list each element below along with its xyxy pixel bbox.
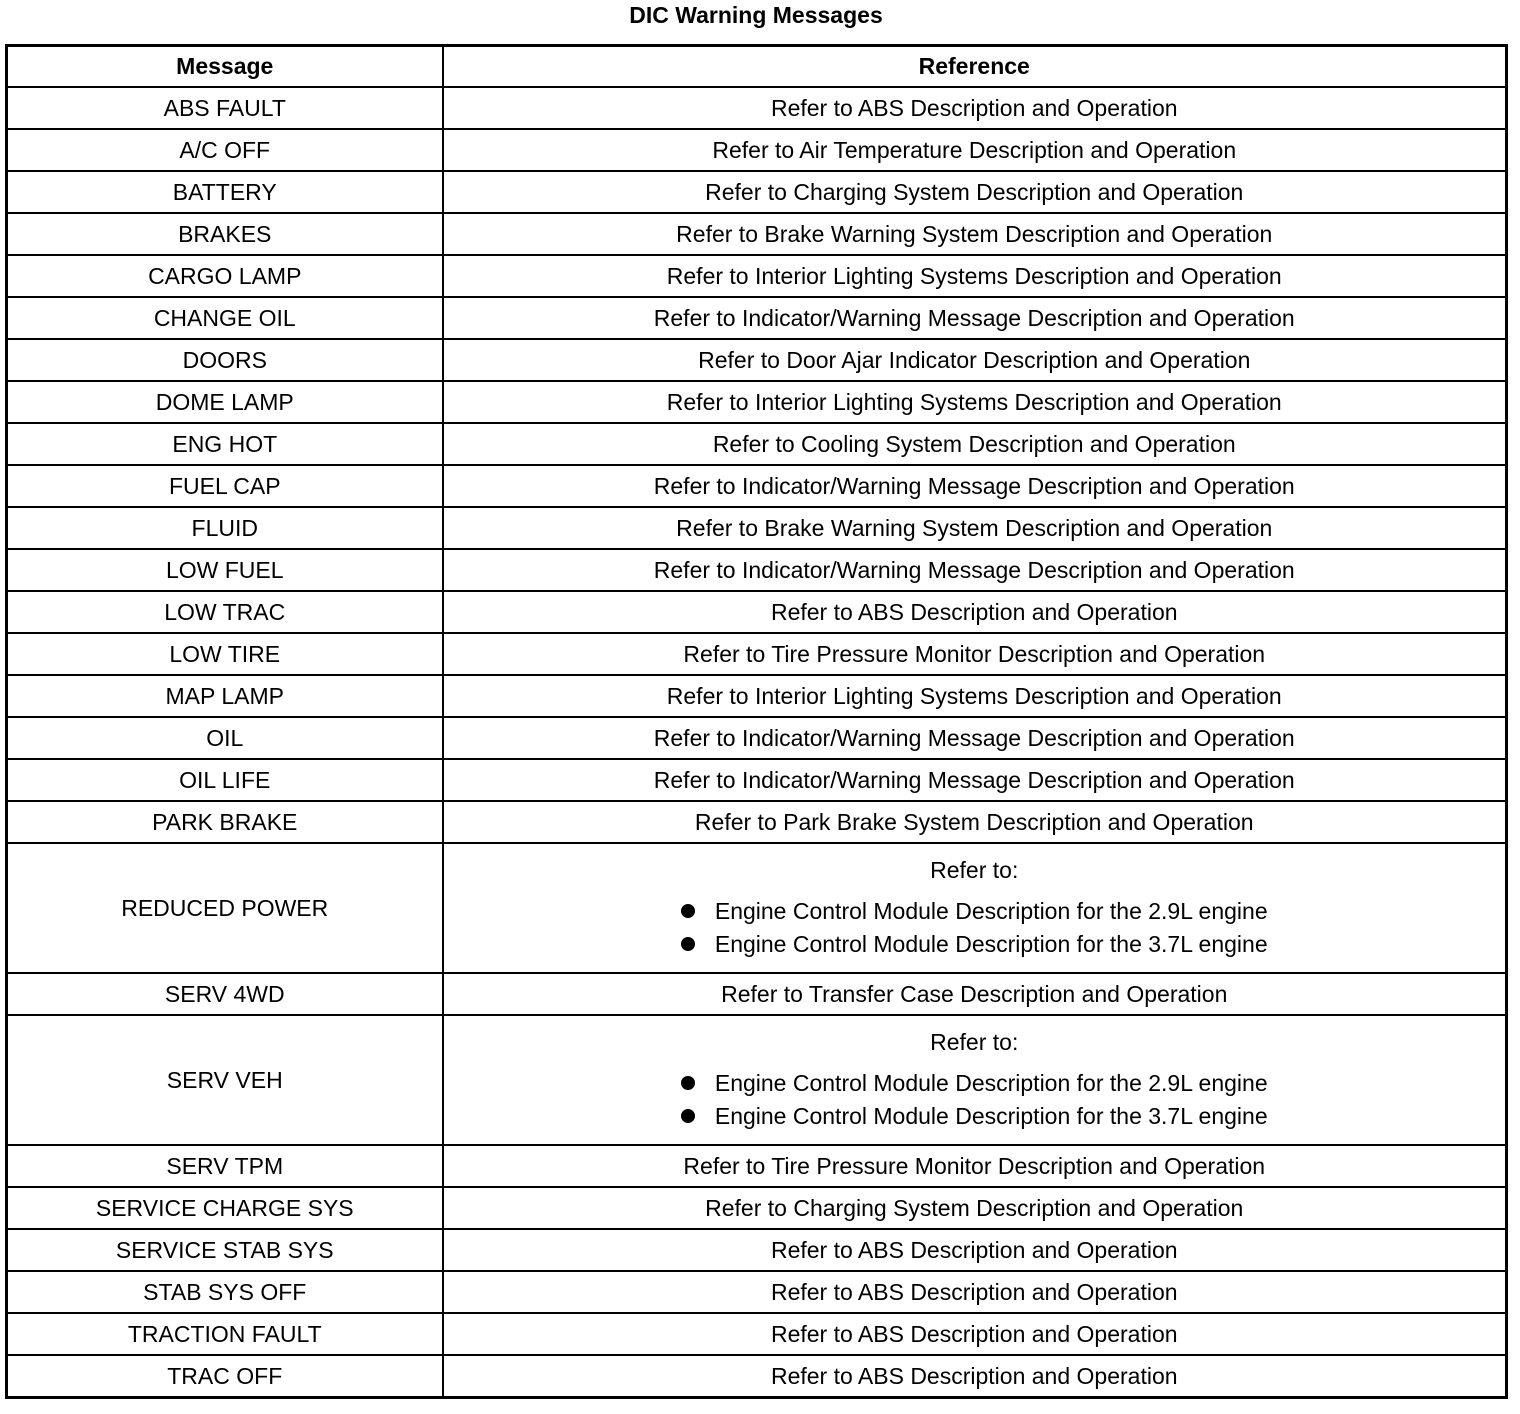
table-row <box>7 633 1507 675</box>
table-row <box>7 423 1507 465</box>
message-cell: SERVICE CHARGE SYS <box>7 1187 443 1229</box>
table-row <box>7 591 1507 633</box>
reference-bullet-text: Engine Control Module Description for the 3.7L engine <box>714 931 1268 957</box>
message-cell: DOME LAMP <box>7 381 443 423</box>
message-cell: TRAC OFF <box>7 1355 443 1398</box>
message-cell: MAP LAMP <box>7 675 443 717</box>
message-cell: LOW TIRE <box>7 633 443 675</box>
message-cell: CARGO LAMP <box>7 255 443 297</box>
message-cell: PARK BRAKE <box>7 801 443 843</box>
table-row <box>7 973 1507 1015</box>
bullet-icon <box>681 904 695 918</box>
message-cell: SERV 4WD <box>7 973 443 1015</box>
table-row <box>7 297 1507 339</box>
message-cell: LOW FUEL <box>7 549 443 591</box>
message-cell: LOW TRAC <box>7 591 443 633</box>
table-row <box>7 255 1507 297</box>
message-cell: BRAKES <box>7 213 443 255</box>
reference-cell: Refer to Tire Pressure Monitor Description and Operation <box>443 633 1507 675</box>
table-row <box>7 171 1507 213</box>
reference-intro: Refer to: <box>930 1029 1019 1055</box>
reference-cell: Refer to Interior Lighting Systems Description and Operation <box>443 255 1507 297</box>
message-cell: SERVICE STAB SYS <box>7 1229 443 1271</box>
table-row <box>7 507 1507 549</box>
reference-bullet-text: Engine Control Module Description for the 2.9L engine <box>714 898 1268 924</box>
message-cell: SERV VEH <box>7 1015 443 1145</box>
table-header-row <box>7 46 1507 88</box>
table-row <box>7 1015 1507 1145</box>
message-cell: A/C OFF <box>7 129 443 171</box>
table-body <box>7 87 1507 1398</box>
table-row <box>7 1229 1507 1271</box>
reference-cell: Refer to ABS Description and Operation <box>443 1271 1507 1313</box>
reference-cell: Refer to Park Brake System Description and Operation <box>443 801 1507 843</box>
table-row <box>7 1145 1507 1187</box>
message-cell: ABS FAULT <box>7 87 443 129</box>
message-cell: ENG HOT <box>7 423 443 465</box>
reference-cell: Refer to Charging System Description and Operation <box>443 171 1507 213</box>
dic-warning-messages-table <box>5 44 1508 1399</box>
reference-cell: Refer to Interior Lighting Systems Description and Operation <box>443 381 1507 423</box>
message-cell: FLUID <box>7 507 443 549</box>
message-cell: DOORS <box>7 339 443 381</box>
reference-cell: Refer to ABS Description and Operation <box>443 1313 1507 1355</box>
table-row <box>7 1187 1507 1229</box>
reference-cell: Refer to Indicator/Warning Message Description and Operation <box>443 465 1507 507</box>
reference-bullet-item <box>681 1100 1268 1133</box>
reference-cell <box>443 1015 1507 1145</box>
reference-cell: Refer to Air Temperature Description and Operation <box>443 129 1507 171</box>
bullet-icon <box>681 1076 695 1090</box>
reference-intro: Refer to: <box>930 857 1019 883</box>
reference-cell: Refer to Transfer Case Description and Operation <box>443 973 1507 1015</box>
table-row <box>7 381 1507 423</box>
message-cell: STAB SYS OFF <box>7 1271 443 1313</box>
message-cell: REDUCED POWER <box>7 843 443 973</box>
message-cell: OIL LIFE <box>7 759 443 801</box>
reference-cell: Refer to Indicator/Warning Message Description and Operation <box>443 297 1507 339</box>
reference-bullet-item <box>681 895 1268 928</box>
reference-cell: Refer to Tire Pressure Monitor Description and Operation <box>443 1145 1507 1187</box>
reference-cell: Refer to ABS Description and Operation <box>443 1229 1507 1271</box>
table-row <box>7 1313 1507 1355</box>
reference-cell: Refer to Brake Warning System Description and Operation <box>443 213 1507 255</box>
table-row <box>7 843 1507 973</box>
table-row <box>7 1271 1507 1313</box>
reference-cell: Refer to Indicator/Warning Message Description and Operation <box>443 549 1507 591</box>
message-cell: TRACTION FAULT <box>7 1313 443 1355</box>
message-cell: SERV TPM <box>7 1145 443 1187</box>
page-title: DIC Warning Messages <box>629 2 883 28</box>
reference-bullet-text: Engine Control Module Description for the 2.9L engine <box>714 1070 1268 1096</box>
table-row <box>7 549 1507 591</box>
reference-cell: Refer to ABS Description and Operation <box>443 87 1507 129</box>
reference-cell: Refer to Cooling System Description and Operation <box>443 423 1507 465</box>
table-row <box>7 801 1507 843</box>
table-row <box>7 87 1507 129</box>
reference-cell: Refer to Brake Warning System Description and Operation <box>443 507 1507 549</box>
table-row <box>7 339 1507 381</box>
message-cell: CHANGE OIL <box>7 297 443 339</box>
table-row <box>7 465 1507 507</box>
reference-cell: Refer to ABS Description and Operation <box>443 1355 1507 1398</box>
reference-cell <box>443 843 1507 973</box>
reference-list <box>681 1027 1268 1133</box>
table-row <box>7 213 1507 255</box>
column-header-message: Message <box>7 46 443 88</box>
reference-bullet-text: Engine Control Module Description for the 3.7L engine <box>714 1103 1268 1129</box>
reference-list <box>681 855 1268 961</box>
bullet-icon <box>681 937 695 951</box>
table-row <box>7 1355 1507 1398</box>
message-cell: OIL <box>7 717 443 759</box>
reference-bullet-item <box>681 1067 1268 1100</box>
column-header-reference: Reference <box>443 46 1507 88</box>
table-row <box>7 129 1507 171</box>
table-row <box>7 717 1507 759</box>
bullet-icon <box>681 1109 695 1123</box>
message-cell: BATTERY <box>7 171 443 213</box>
reference-cell: Refer to Interior Lighting Systems Description and Operation <box>443 675 1507 717</box>
reference-cell: Refer to Indicator/Warning Message Description and Operation <box>443 717 1507 759</box>
reference-cell: Refer to Indicator/Warning Message Description and Operation <box>443 759 1507 801</box>
reference-cell: Refer to ABS Description and Operation <box>443 591 1507 633</box>
table-row <box>7 759 1507 801</box>
reference-cell: Refer to Charging System Description and Operation <box>443 1187 1507 1229</box>
table-row <box>7 675 1507 717</box>
message-cell: FUEL CAP <box>7 465 443 507</box>
reference-cell: Refer to Door Ajar Indicator Description and Operation <box>443 339 1507 381</box>
reference-bullet-item <box>681 928 1268 961</box>
